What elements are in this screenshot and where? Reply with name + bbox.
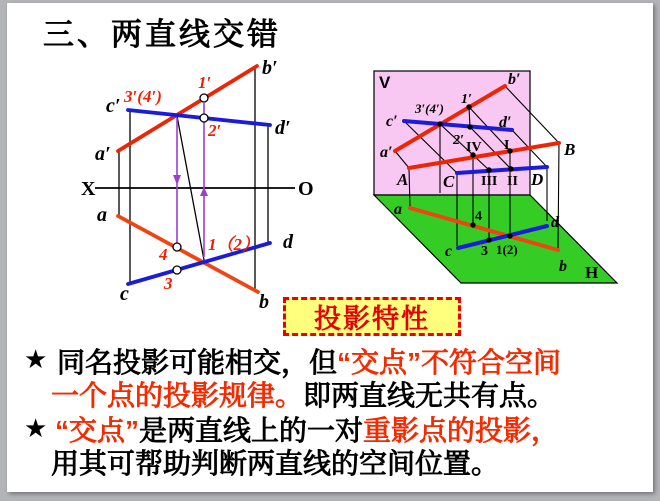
label-roman-IV: IV bbox=[466, 140, 482, 155]
projection-characteristics-box bbox=[283, 297, 461, 336]
pictorial-projection-diagram bbox=[360, 65, 657, 293]
label-c-3d: c bbox=[445, 243, 453, 260]
label-2-prime-3d: 2′ bbox=[453, 133, 464, 148]
dot-2prime bbox=[467, 124, 472, 129]
h-plane-label: H bbox=[585, 263, 599, 282]
bullet1-line2 bbox=[51, 374, 555, 414]
projection-characteristics-label: 投影特性 bbox=[314, 304, 430, 334]
label-c-prime-3d: c′ bbox=[386, 113, 398, 130]
bullet-star-1: ★ bbox=[24, 344, 48, 374]
bullet1-line1-black: 同名投影可能相交，但 bbox=[57, 347, 338, 378]
label-b: b bbox=[259, 291, 269, 313]
label-roman-I: I bbox=[504, 138, 510, 153]
dot-III bbox=[486, 167, 491, 172]
point-4-circle bbox=[173, 243, 181, 251]
arrow-down-icon bbox=[173, 175, 181, 185]
page-title: 三、两直线交错 bbox=[43, 17, 281, 52]
bullet2-line1-red1: “交点” bbox=[55, 415, 140, 446]
label-C: C bbox=[443, 172, 455, 191]
label-A: A bbox=[397, 170, 409, 189]
label-3: 3 bbox=[164, 274, 173, 293]
label-a: a bbox=[97, 204, 107, 226]
dot-12 bbox=[507, 233, 512, 238]
label-a-prime: a′ bbox=[95, 143, 111, 165]
bullet2-line1-red2: 重影点的投影， bbox=[363, 415, 560, 446]
bullet2-line2-black: 用其可帮助判断两直线的空间位置。 bbox=[51, 448, 500, 479]
label-b-3d: b bbox=[559, 258, 567, 275]
label-b-prime: b′ bbox=[262, 57, 278, 79]
dot-3 bbox=[486, 237, 491, 242]
label-a-prime-3d: a′ bbox=[380, 144, 393, 161]
label-1-2-3d: 1(2) bbox=[496, 242, 518, 257]
dot-II bbox=[508, 166, 513, 171]
axis-o-label: O bbox=[298, 178, 314, 200]
label-d: d bbox=[283, 231, 293, 253]
label-a-3d: a bbox=[394, 201, 402, 218]
bullet1-line2-red: 一个点的投影规律。 bbox=[51, 380, 304, 411]
label-3-4-prime-3d: 3′(4′) bbox=[415, 101, 444, 116]
two-view-projection-diagram bbox=[62, 53, 332, 323]
label-3-4-prime: 3′(4′) bbox=[124, 87, 162, 106]
label-b-prime-3d: b′ bbox=[508, 71, 521, 88]
line-cd-front-view bbox=[128, 110, 270, 125]
axis-x-label: X bbox=[81, 178, 96, 200]
v-plane-label: V bbox=[379, 73, 391, 92]
label-d-prime-3d: d′ bbox=[499, 114, 512, 131]
label-D: D bbox=[531, 170, 544, 189]
label-roman-II: II bbox=[507, 174, 518, 189]
line-ab-front-view bbox=[118, 66, 257, 151]
label-c-prime: c′ bbox=[106, 95, 121, 117]
label-c: c bbox=[120, 283, 129, 305]
dot-34prime bbox=[437, 121, 442, 126]
bullet1-line2-black: 即两直线无共有点。 bbox=[303, 380, 556, 411]
slide-page bbox=[7, 3, 653, 492]
label-4: 4 bbox=[159, 245, 168, 264]
label-4-3d: 4 bbox=[475, 209, 482, 224]
label-roman-III: III bbox=[481, 174, 498, 189]
point-2-circle bbox=[200, 114, 208, 122]
label-3-3d: 3 bbox=[481, 244, 488, 259]
point-3-circle bbox=[173, 266, 181, 274]
bullet-star-2: ★ bbox=[24, 413, 48, 443]
point-1-circle bbox=[200, 94, 208, 102]
label-1-prime: 1′ bbox=[198, 73, 212, 92]
label-1-2: 1（2） bbox=[208, 235, 259, 254]
label-d-prime: d′ bbox=[275, 117, 291, 139]
bullet2-line1-black: 是两直线上的一对 bbox=[139, 415, 364, 446]
bullet1-line1-red: “交点”不符合空间 bbox=[337, 347, 562, 378]
label-B: B bbox=[564, 140, 576, 159]
label-1-prime-3d: 1′ bbox=[461, 92, 472, 107]
label-d-3d: d bbox=[551, 214, 559, 231]
label-2-prime: 2′ bbox=[208, 121, 222, 140]
bullet2-line2 bbox=[51, 442, 499, 482]
